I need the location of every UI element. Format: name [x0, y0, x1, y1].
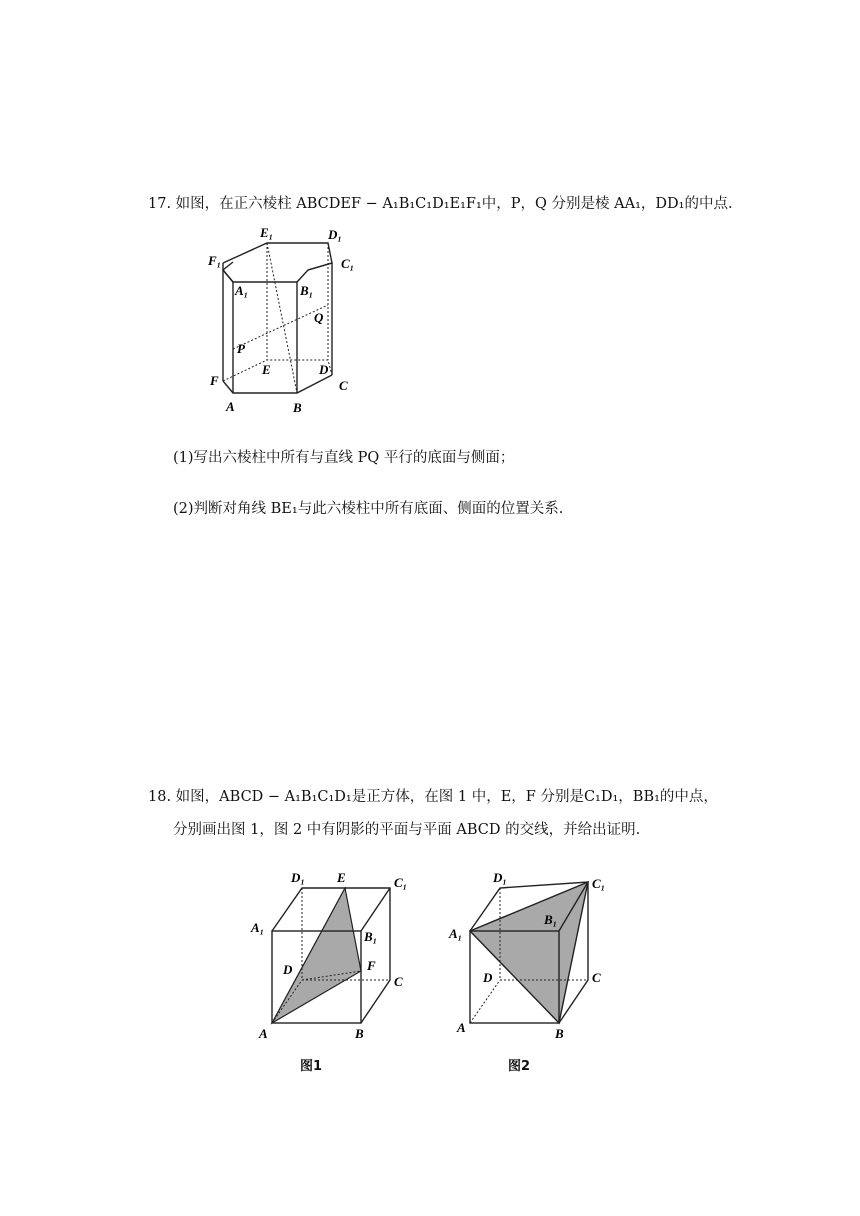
label-D1: D₁: [291, 870, 305, 885]
label-B: B: [293, 400, 302, 415]
label-E1: E₁: [260, 225, 274, 240]
label-F1: F₁: [208, 253, 222, 268]
label-D: D: [319, 362, 329, 377]
label-P: P: [237, 341, 245, 356]
label-C: C: [394, 974, 403, 989]
label-A1: A₁: [449, 926, 463, 941]
label-C1: C₁: [592, 876, 606, 891]
label-B1: B₁: [364, 929, 378, 944]
label-D1: D₁: [328, 227, 342, 242]
label-F: F: [367, 958, 376, 973]
label-A1: A₁: [235, 283, 249, 298]
q17-stem: 17. 如图，在正六棱柱 ABCDEF − A₁B₁C₁D₁E₁F₁中，P，Q 分别是棱 AA₁，DD₁的中点.: [148, 196, 733, 212]
label-B: B: [555, 1026, 564, 1041]
label-D1: D₁: [493, 870, 507, 885]
label-D: D: [483, 970, 493, 985]
q18-stem-line1: 18. 如图，ABCD − A₁B₁C₁D₁是正方体，在图 1 中，E，F 分别是C₁D₁，BB₁的中点，: [148, 789, 718, 805]
q18-stem-line2: 分别画出图 1，图 2 中有阴影的平面与平面 ABCD 的交线，并给出证明.: [173, 822, 641, 838]
label-F: F: [210, 373, 219, 388]
label-A1: A₁: [251, 920, 265, 935]
label-C1: C₁: [341, 256, 355, 271]
label-E: E: [262, 362, 271, 377]
fig2-caption: 图2: [508, 1059, 531, 1074]
label-C: C: [339, 378, 348, 393]
shaded-plane-A1BC1: [470, 882, 588, 1023]
label-E: E: [337, 870, 346, 885]
label-B1: B₁: [300, 283, 314, 298]
label-B1: B₁: [544, 912, 558, 927]
label-D: D: [283, 962, 293, 977]
label-A: A: [457, 1020, 466, 1035]
cube-figure-1: [245, 868, 415, 1048]
cube-figure-2: [443, 868, 613, 1048]
shaded-plane-AEF: [272, 888, 361, 1023]
label-A: A: [226, 399, 235, 414]
hexagonal-prism-figure: [200, 225, 370, 415]
label-C1: C₁: [394, 875, 408, 890]
label-A: A: [259, 1026, 268, 1041]
label-B: B: [355, 1026, 364, 1041]
label-C: C: [592, 970, 601, 985]
label-Q: Q: [314, 310, 324, 325]
fig1-caption: 图1: [300, 1059, 323, 1074]
q17-part1: (1)写出六棱柱中所有与直线 PQ 平行的底面与侧面；: [173, 450, 515, 466]
q17-part2: (2)判断对角线 BE₁与此六棱柱中所有底面、侧面的位置关系.: [173, 501, 564, 517]
